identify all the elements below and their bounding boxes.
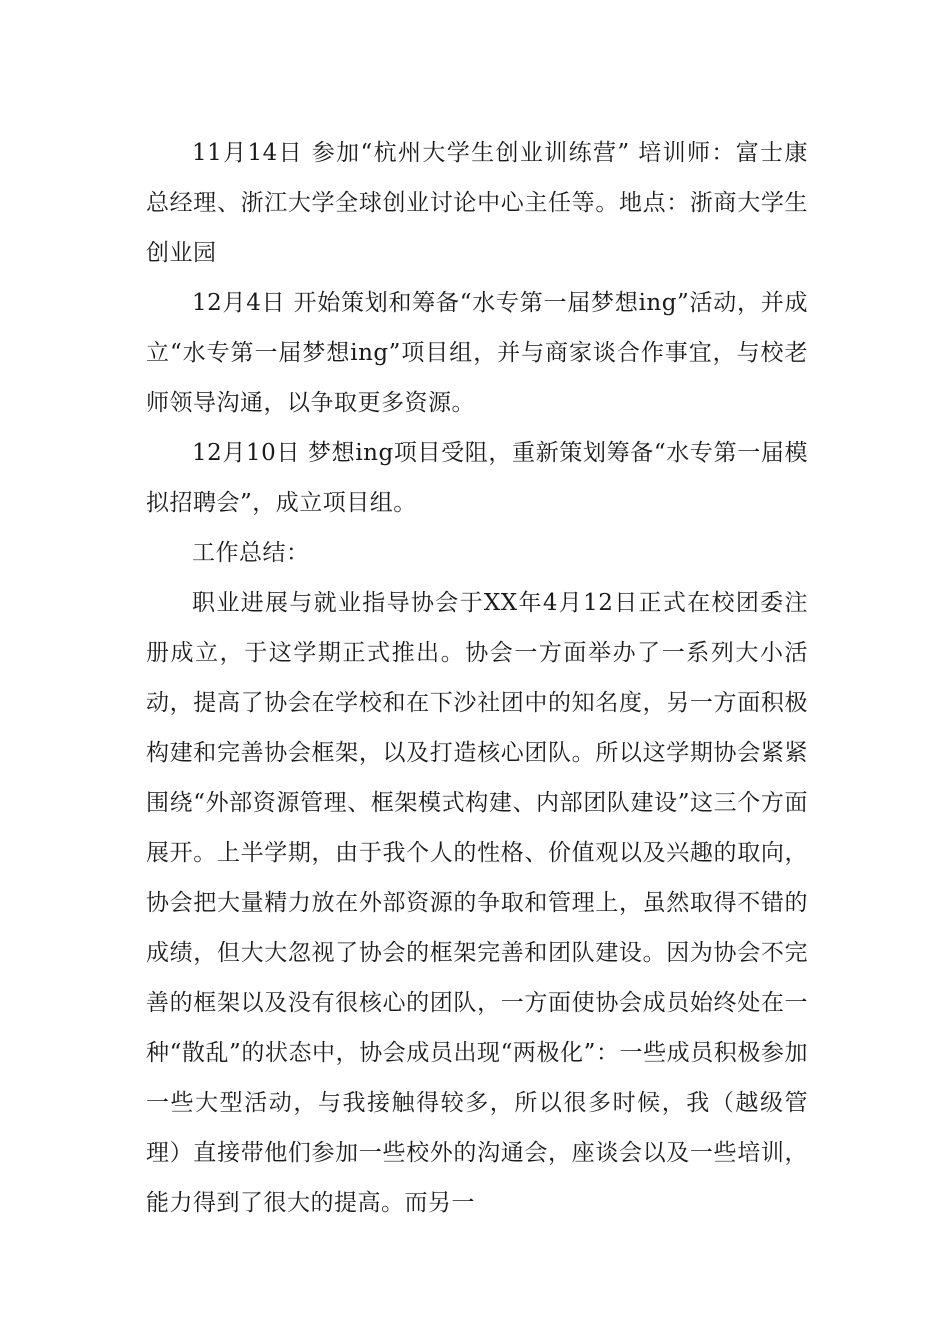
paragraph-mock-job-fair: 12月10日 梦想ing项目受阻，重新策划筹备“水专第一届模拟招聘会”，成立项目组。 xyxy=(146,440,808,516)
paragraph-work-summary: 职业进展与就业指导协会于XX年4月12日正式在校团委注册成立，于这学期正式推出。协会一方面举办了一系列大小活动，提高了协会在学校和在下沙社团中的知名度，另一方面积极构建和完善协会框架，以及打造核心团队。所以这学期协会紧紧围绕“外部资源管理、框架模式构建、内部团队建设”这三个方面展开。上半学期，由于我个人的性格、价值观以及兴趣的取向，协会把大量精力放在外部资源的争取和管理上，虽然取得不错的成绩，但大大忽视了协会的框架完善和团队建设。因为协会不完善的框架以及没有很核心的团队，一方面使协会成员始终处在一种“散乱”的状态中，协会成员出现“两极化”：一些成员积极参加一些大型活动，与我接触得较多，所以很多时候，我（越级管理）直接带他们参加一些校外的沟通会，座谈会以及一些培训，能力得到了很大的提高。而另一 xyxy=(146,590,808,1216)
work-summary-heading: 工作总结： xyxy=(192,540,310,566)
paragraph-dream-ing-planning: 12月4日 开始策划和筹备“水专第一届梦想ing”活动，并成立“水专第一届梦想ing”项目组，并与商家谈合作事宜，与校老师领导沟通，以争取更多资源。 xyxy=(146,290,808,416)
document-body xyxy=(146,128,808,1228)
paragraph-training-camp: 11月14日 参加“杭州大学生创业训练营” 培训师：富士康总经理、浙江大学全球创业讨论中心主任等。地点：浙商大学生创业园 xyxy=(146,140,808,266)
